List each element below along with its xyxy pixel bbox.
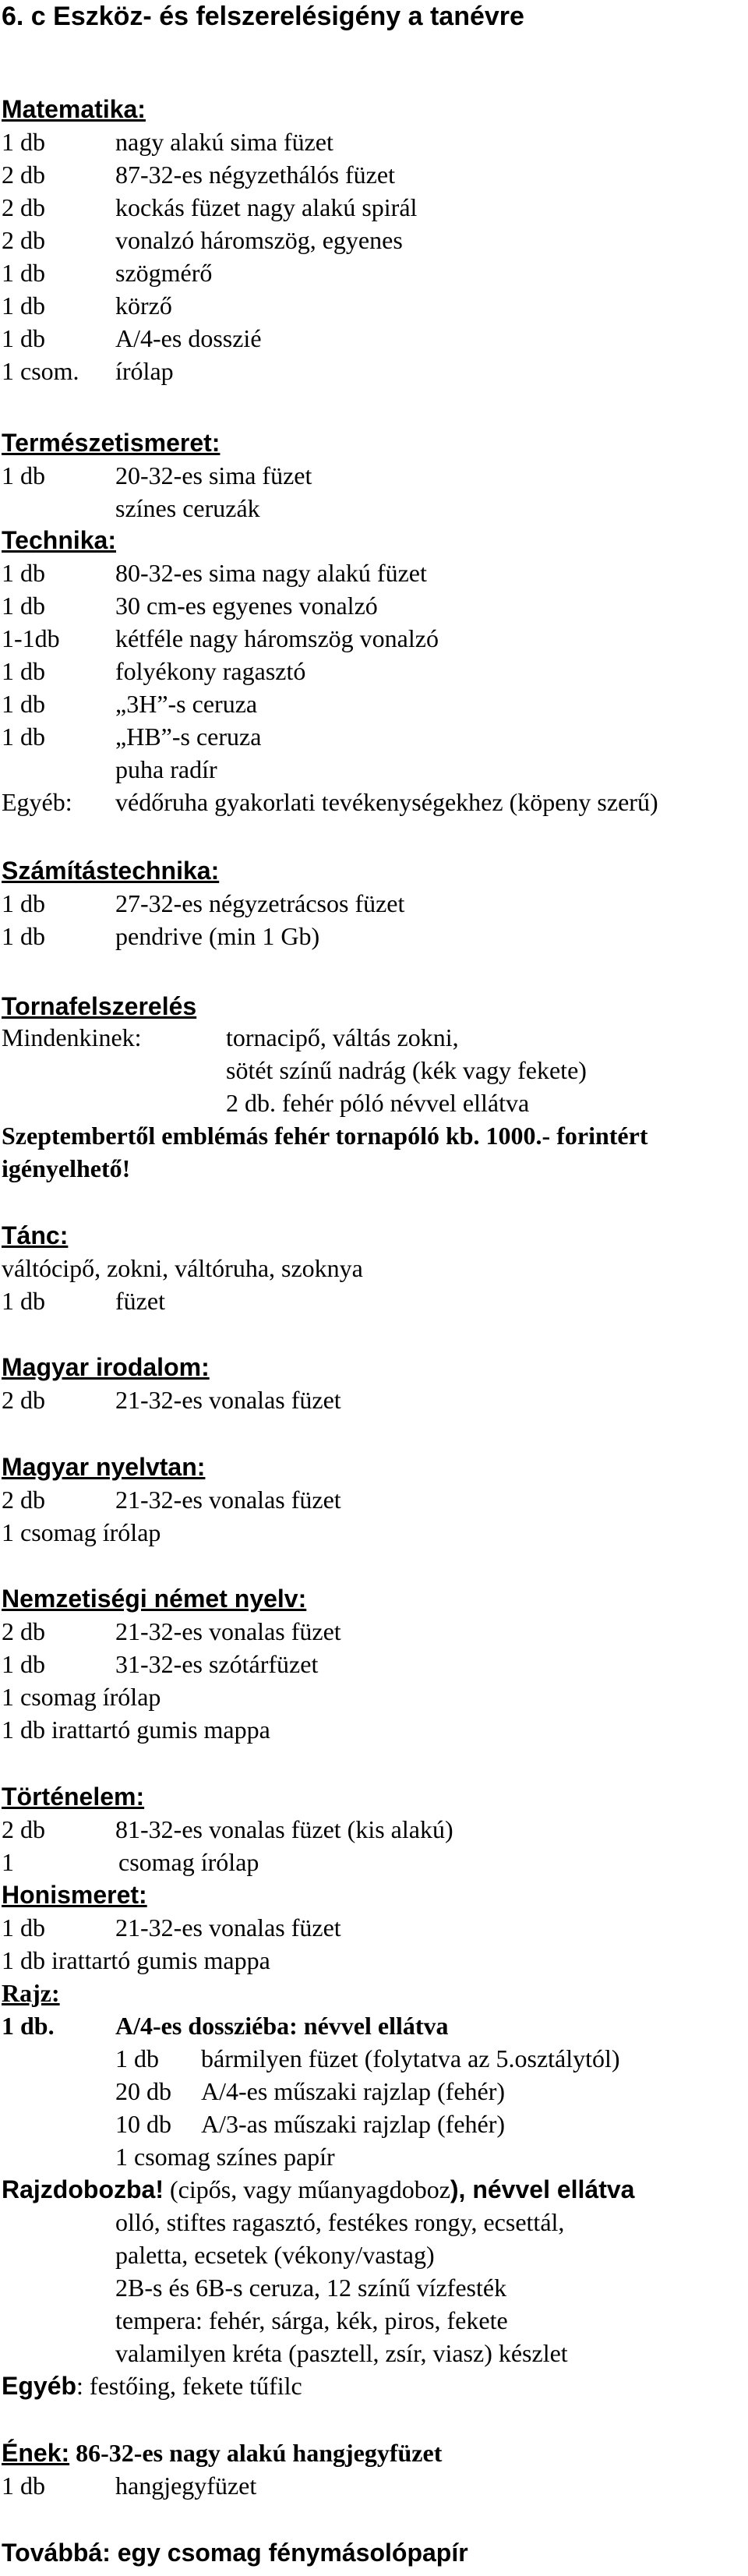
row-qty: 1 db (2, 1650, 45, 1678)
row-qty: 1 db (2, 1287, 45, 1315)
pe-heading: Tornafelszerelés (2, 992, 197, 1020)
row-qty: 1 db (2, 922, 45, 950)
row-text: puha radír (115, 755, 217, 783)
row-text: csomag írólap (118, 1848, 259, 1876)
row-qty: 2 db (2, 1617, 45, 1645)
music-heading-rest: 86-32-es nagy alakú hangjegyfüzet (69, 2439, 443, 2467)
row-qty: 1 db (2, 690, 45, 718)
pe-item: 2 db. fehér póló névvel ellátva (226, 1089, 530, 1117)
art-box-item: tempera: fehér, sárga, kék, piros, fekete (115, 2306, 508, 2334)
dance-heading: Tánc: (2, 1221, 69, 1249)
dance-line: váltócipő, zokni, váltóruha, szoknya (2, 1254, 363, 1282)
row-qty: Egyéb: (2, 788, 72, 816)
row-text: A/3-as műszaki rajzlap (fehér) (201, 2110, 506, 2138)
row-qty: 1 db (2, 1913, 45, 1942)
row-qty: 1 db. (2, 2012, 55, 2040)
row-qty: 1 csom. (2, 357, 79, 385)
row-qty: 1 db (2, 592, 45, 620)
row-qty: 1 db (2, 292, 45, 320)
row-qty: 1 db (2, 2472, 45, 2500)
music-heading-line (2, 2440, 442, 2465)
row-text: 21-32-es vonalas füzet (115, 1913, 341, 1942)
row-text: 21-32-es vonalas füzet (115, 1486, 341, 1514)
row-qty: 2 db (2, 161, 45, 189)
row-qty: 1 db (115, 2044, 159, 2072)
row-text: kétféle nagy háromszög vonalzó (115, 624, 439, 652)
row-text: folyékony ragasztó (115, 657, 306, 685)
art-box-item: paletta, ecsetek (vékony/vastag) (115, 2241, 435, 2269)
lang-line: 1 csomag írólap (2, 1518, 161, 1546)
lit-heading: Magyar irodalom: (2, 1353, 210, 1381)
row-qty: 1 (2, 1848, 14, 1876)
row-text: kockás füzet nagy alakú spirál (115, 193, 418, 221)
row-text: 31-32-es szótárfüzet (115, 1650, 319, 1678)
row-text: 21-32-es vonalas füzet (115, 1386, 341, 1414)
row-text: „3H”-s ceruza (115, 690, 258, 718)
pe-note: Szeptembertől emblémás fehér tornapóló kb. 1000.- forintért (2, 1122, 648, 1150)
german-line: 1 db irattartó gumis mappa (2, 1716, 270, 1744)
lang-heading: Magyar nyelvtan: (2, 1453, 206, 1481)
row-text: 81-32-es vonalas füzet (kis alakú) (115, 1815, 453, 1843)
art-box-bold: ), névvel ellátva (450, 2175, 635, 2203)
math-heading: Matematika: (2, 95, 146, 123)
row-text: A/4-es dosszié (115, 324, 262, 352)
art-other-label: Egyéb (2, 2372, 77, 2400)
art-box-line (2, 2177, 634, 2202)
german-line: 1 csomag írólap (2, 1683, 161, 1711)
art-box-bold: Rajzdobozba! (2, 2175, 164, 2203)
row-qty: 1 db (2, 259, 45, 287)
row-text: 87-32-es négyzethálós füzet (115, 161, 395, 189)
local-heading: Honismeret: (2, 1881, 147, 1909)
row-text: bármilyen füzet (folytatva az 5.osztálytól) (201, 2044, 620, 2072)
history-heading: Történelem: (2, 1783, 145, 1811)
row-text: „HB”-s ceruza (115, 723, 262, 751)
row-text: füzet (115, 1287, 165, 1315)
art-box-item: olló, stiftes ragasztó, festékes rongy, ecsettál, (115, 2208, 565, 2236)
row-text: szögmérő (115, 259, 213, 287)
art-other-text: : festőing, fekete tűfilc (76, 2372, 302, 2400)
row-qty: 1-1db (2, 624, 60, 652)
row-text: vonalzó háromszög, egyenes (115, 226, 403, 254)
pe-item: tornacipő, váltás zokni, (226, 1023, 459, 1051)
row-text: hangjegyfüzet (115, 2472, 257, 2500)
row-text: színes ceruzák (115, 494, 260, 522)
row-text: védőruha gyakorlati tevékenységekhez (köpeny szerű) (115, 788, 658, 816)
pe-label: Mindenkinek: (2, 1023, 142, 1051)
art-paper: 1 csomag színes papír (115, 2143, 335, 2171)
nature-heading: Természetismeret: (2, 429, 221, 457)
row-text: 21-32-es vonalas füzet (115, 1617, 341, 1645)
pe-item: sötét színű nadrág (kék vagy fekete) (226, 1056, 587, 1084)
art-other (2, 2373, 302, 2398)
row-qty: 2 db (2, 226, 45, 254)
row-qty: 1 db (2, 461, 45, 489)
art-box-mid: (cipős, vagy műanyagdoboz (163, 2175, 450, 2203)
local-line: 1 db irattartó gumis mappa (2, 1946, 270, 1974)
art-heading: Rajz: (2, 1979, 60, 2007)
row-qty: 1 db (2, 889, 45, 917)
row-text: nagy alakú sima füzet (115, 128, 333, 156)
row-text: A/4-es műszaki rajzlap (fehér) (201, 2077, 506, 2105)
row-text: 30 cm-es egyenes vonalzó (115, 592, 378, 620)
row-qty: 20 db (115, 2077, 171, 2105)
art-box-item: 2B-s és 6B-s ceruza, 12 színű vízfesték (115, 2274, 507, 2302)
row-qty: 1 db (2, 723, 45, 751)
page-title: 6. c Eszköz- és felszerelésigény a tanévre (2, 2, 524, 31)
it-heading: Számítástechnika: (2, 857, 220, 885)
row-qty: 2 db (2, 1815, 45, 1843)
tech-heading: Technika: (2, 526, 116, 554)
german-heading: Nemzetiségi német nyelv: (2, 1585, 307, 1613)
art-box-item: valamilyen kréta (pasztell, zsír, viasz) készlet (115, 2339, 568, 2367)
art-main: A/4-es dossziéba: névvel ellátva (115, 2012, 449, 2040)
row-text: 80-32-es sima nagy alakú füzet (115, 559, 427, 587)
row-qty: 2 db (2, 1386, 45, 1414)
row-text: 27-32-es négyzetrácsos füzet (115, 889, 405, 917)
row-qty: 2 db (2, 193, 45, 221)
row-text: 20-32-es sima füzet (115, 461, 312, 489)
row-qty: 10 db (115, 2110, 171, 2138)
pe-note: igényelhető! (2, 1154, 131, 1182)
row-qty: 1 db (2, 657, 45, 685)
row-qty: 1 db (2, 559, 45, 587)
row-text: pendrive (min 1 Gb) (115, 922, 320, 950)
row-text: körző (115, 292, 172, 320)
row-qty: 2 db (2, 1486, 45, 1514)
row-qty: 1 db (2, 128, 45, 156)
footer-note: Továbbá: egy csomag fénymásolópapír (2, 2539, 468, 2567)
row-qty: 1 db (2, 324, 45, 352)
row-text: írólap (115, 357, 174, 385)
music-heading: Ének: (2, 2439, 70, 2467)
